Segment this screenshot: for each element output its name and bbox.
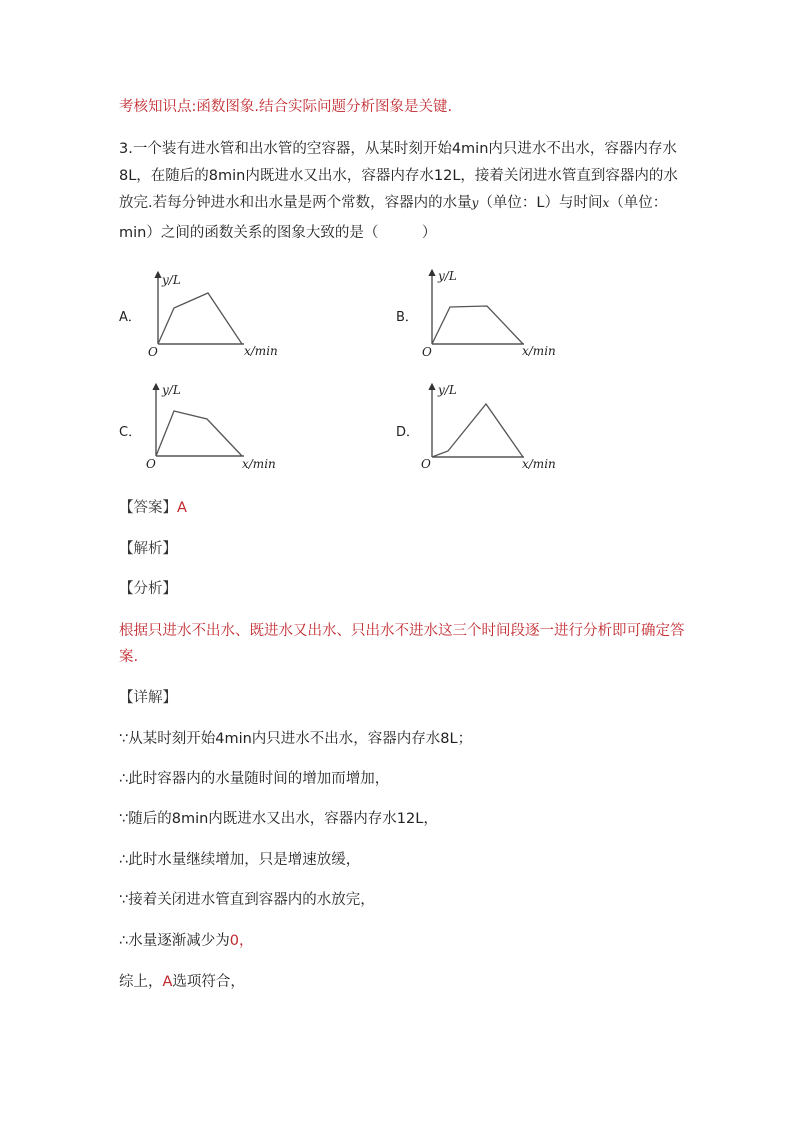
x-axis-label: x/min (244, 344, 278, 358)
fenxi-label: 【分析】 (119, 581, 177, 597)
graph-line (158, 293, 242, 344)
option-a-label[interactable]: A． (119, 310, 141, 325)
graph-line (432, 404, 523, 457)
question-line-4: min）之间的函数关系的图象大致的是（ ） (119, 225, 437, 241)
y-axis-label: y/L (162, 273, 181, 287)
var-y: y (471, 196, 479, 210)
origin-label: O (146, 457, 156, 471)
fenxi-text-line-1: 根据只进水不出水、既进水又出水、只出水不进水这三个时间段逐一进行分析即可确定答 (119, 623, 685, 639)
y-axis-label: y/L (438, 269, 457, 283)
question-line-3a: 放完.若每分钟进水和出水量是两个常数，容器内的水量 (119, 195, 472, 211)
origin-label: O (421, 457, 431, 471)
option-c-label[interactable]: C． (119, 425, 142, 440)
detail-label: 【详解】 (119, 690, 177, 706)
summary-c: 选项符合， (172, 974, 245, 990)
option-a-graph (144, 266, 284, 360)
question-line-1: 3.一个装有进水管和出水管的空容器，从某时刻开始4min内只进水不出水，容器内存水 (119, 141, 677, 157)
detail-line-6a: ∴水量逐渐减少为 (119, 933, 230, 949)
summary-b: A (162, 974, 173, 990)
detail-line-2: ∴此时容器内的水量随时间的增加而增加， (119, 771, 390, 787)
answer-label: 【答案】 (119, 500, 177, 516)
origin-label: O (422, 345, 432, 359)
detail-line-3: ∵随后的8min内既进水又出水，容器内存水12L， (119, 811, 438, 827)
option-c-graph (144, 380, 284, 474)
option-b-graph (418, 266, 568, 360)
question-line-3c: （单位： (609, 195, 668, 211)
detail-line-5: ∵接着关闭进水管直到容器内的水放完， (119, 892, 375, 908)
x-axis-label: x/min (522, 344, 556, 358)
x-axis-label: x/min (522, 457, 556, 471)
fenxi-text-line-2: 案. (119, 649, 139, 665)
option-b-label[interactable]: B． (396, 310, 418, 325)
x-axis-label: x/min (242, 457, 276, 471)
question-line-2: 8L，在随后的8min内既进水又出水，容器内存水12L，接着关闭进水管直到容器内的水 (119, 168, 678, 184)
previous-note: 考核知识点:函数图象.结合实际问题分析图象是关键. (119, 99, 453, 115)
summary-a: 综上， (119, 974, 163, 990)
answer (119, 496, 187, 517)
graph-line (156, 411, 242, 456)
option-d-graph (418, 380, 568, 474)
option-d-label[interactable]: D． (396, 425, 420, 440)
detail-line-6b: 0， (229, 933, 254, 949)
y-axis-label: y/L (438, 383, 457, 397)
answer-value: A (177, 500, 187, 516)
graph-line (432, 306, 523, 344)
y-axis-label: y/L (162, 383, 181, 397)
detail-line-4: ∴此时水量继续增加，只是增速放缓， (119, 852, 361, 868)
question-line-3 (119, 191, 667, 212)
question-line-3b: （单位：L）与时间 (478, 195, 603, 211)
detail-line-6 (119, 929, 253, 950)
origin-label: O (148, 345, 158, 359)
var-x: x (602, 196, 610, 210)
analysis-label: 【解析】 (119, 541, 177, 557)
detail-line-1: ∵从某时刻开始4min内只进水不出水，容器内存水8L； (119, 731, 473, 747)
summary-line (119, 970, 245, 991)
